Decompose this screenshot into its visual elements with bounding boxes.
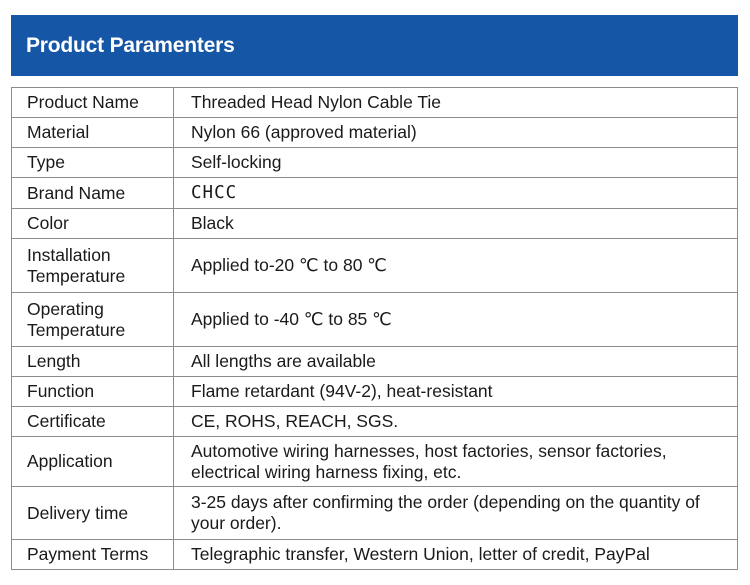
table-row bbox=[12, 118, 738, 148]
row-value: Telegraphic transfer, Western Union, letter of credit, PayPal bbox=[174, 540, 738, 570]
table-row bbox=[12, 347, 738, 377]
row-label: Product Name bbox=[12, 88, 174, 118]
row-label: Length bbox=[12, 347, 174, 377]
row-value: Black bbox=[174, 209, 738, 239]
row-label: Application bbox=[12, 437, 174, 487]
table-row bbox=[12, 88, 738, 118]
table-row bbox=[12, 178, 738, 209]
table-row bbox=[12, 487, 738, 540]
table-row bbox=[12, 407, 738, 437]
row-label: Function bbox=[12, 377, 174, 407]
table-row bbox=[12, 239, 738, 293]
table-row bbox=[12, 148, 738, 178]
row-value: Flame retardant (94V-2), heat-resistant bbox=[174, 377, 738, 407]
table-row bbox=[12, 540, 738, 570]
row-value: Nylon 66 (approved material) bbox=[174, 118, 738, 148]
table-row bbox=[12, 437, 738, 487]
row-label: Color bbox=[12, 209, 174, 239]
row-label: Delivery time bbox=[12, 487, 174, 540]
section-title: Product Paramenters bbox=[26, 33, 235, 57]
row-label: Material bbox=[12, 118, 174, 148]
row-value: CE, ROHS, REACH, SGS. bbox=[174, 407, 738, 437]
row-value: 3-25 days after confirming the order (depending on the quantity of your order). bbox=[174, 487, 738, 540]
row-label: Certificate bbox=[12, 407, 174, 437]
table-row bbox=[12, 377, 738, 407]
row-label: Brand Name bbox=[12, 178, 174, 209]
row-value: Applied to-20 ℃ to 80 ℃ bbox=[174, 239, 738, 293]
parameters-table bbox=[11, 87, 738, 570]
row-value: CHCC bbox=[174, 178, 738, 209]
row-label: Operating Temperature bbox=[12, 293, 174, 347]
table-row bbox=[12, 293, 738, 347]
row-value: Automotive wiring harnesses, host factories, sensor factories, electrical wiring harness fixing, etc. bbox=[174, 437, 738, 487]
row-label: Payment Terms bbox=[12, 540, 174, 570]
row-value: Threaded Head Nylon Cable Tie bbox=[174, 88, 738, 118]
section-header bbox=[11, 15, 738, 76]
table-row bbox=[12, 209, 738, 239]
row-label: Type bbox=[12, 148, 174, 178]
row-value: Applied to -40 ℃ to 85 ℃ bbox=[174, 293, 738, 347]
row-value: All lengths are available bbox=[174, 347, 738, 377]
row-label: Installation Temperature bbox=[12, 239, 174, 293]
row-value: Self-locking bbox=[174, 148, 738, 178]
